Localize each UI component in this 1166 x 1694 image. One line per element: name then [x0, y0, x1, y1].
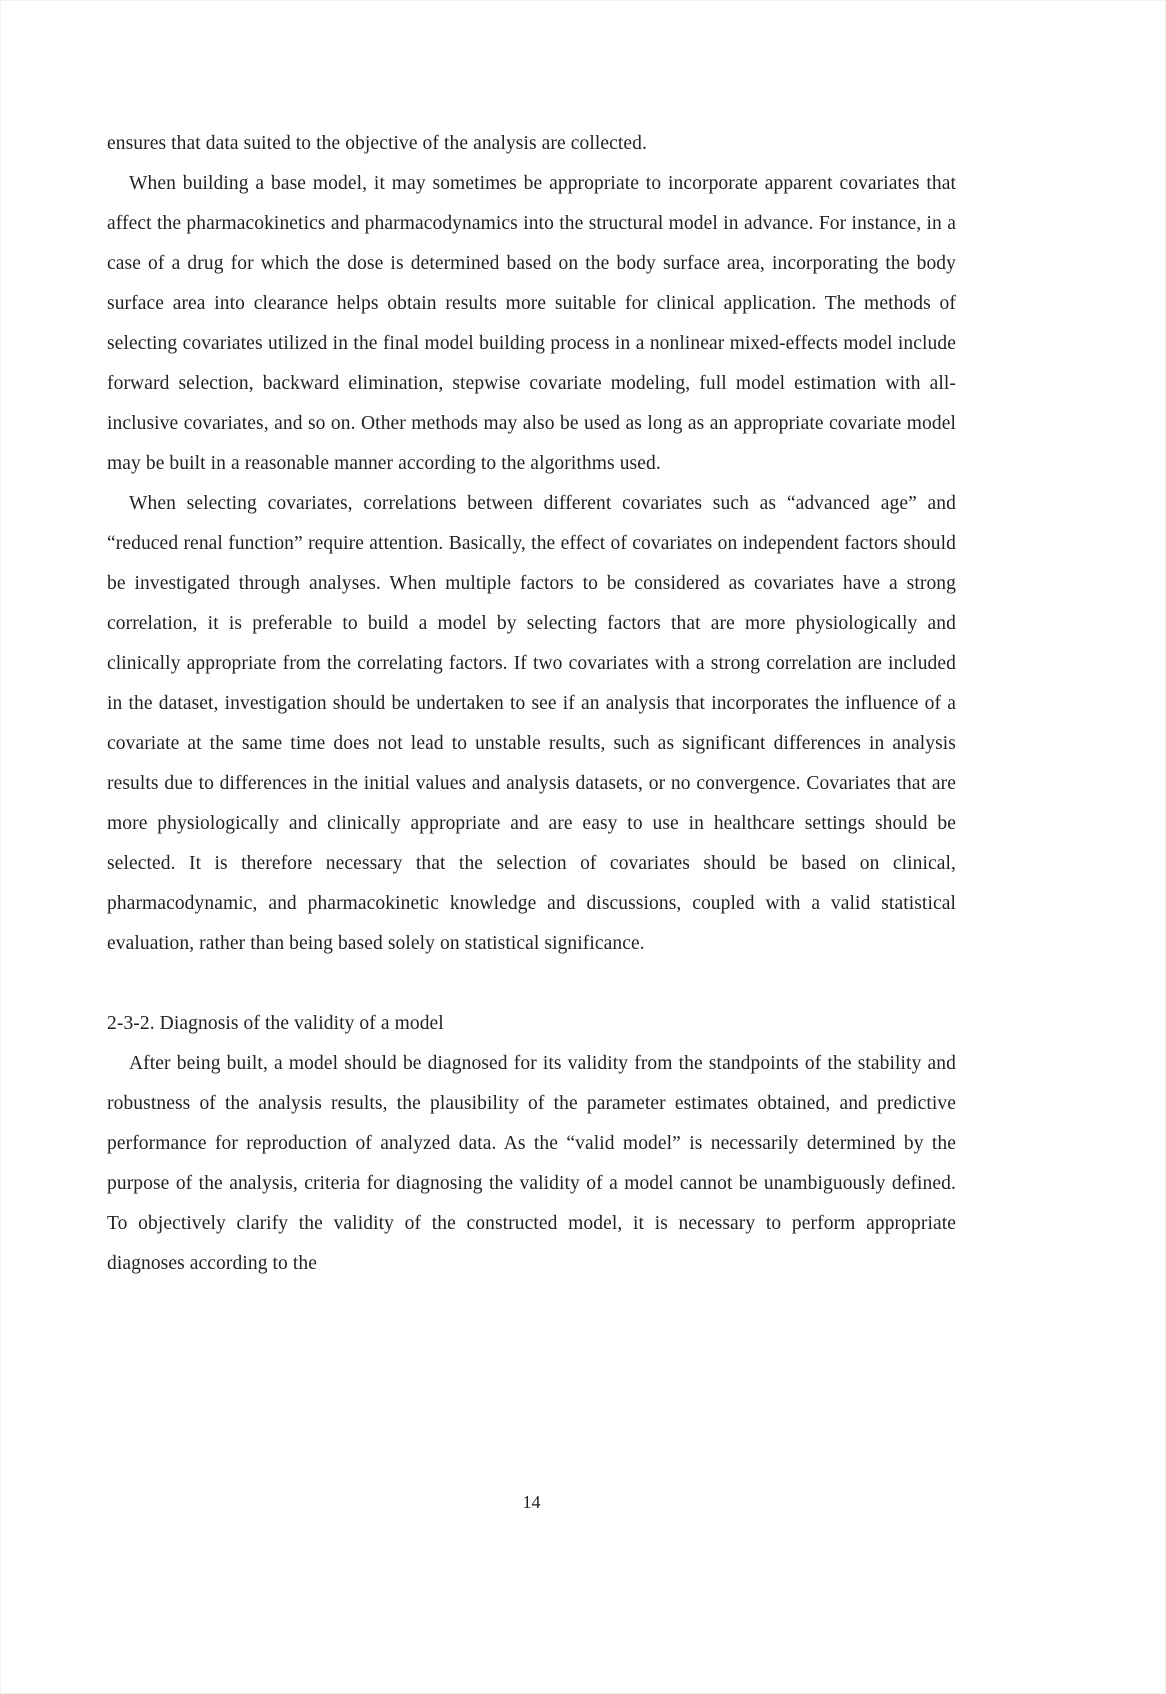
paragraph-continuation: ensures that data suited to the objective of the analysis are collected. — [107, 133, 648, 154]
page-number: 14 — [522, 1492, 541, 1512]
paragraph-model-diagnosis: After being built, a model should be diagnosed for its validity from the standpoints of the stability and robustness of the analysis results, the plausibility of the parameter estimates obtained, and predictive performance for reproduction of analyzed data. As the “valid model” is necessarily determined by the purpose of the analysis, criteria for diagnosing the validity of a model cannot be unambiguously defined. To objectively clarify the validity of the constructed model, it is necessary to perform appropriate diagnoses according to the — [107, 1053, 956, 1274]
section-heading: 2-3-2. Diagnosis of the validity of a model — [107, 1013, 444, 1034]
paragraph-selecting-covariates: When selecting covariates, correlations between different covariates such as “advanced age” and “reduced renal function” require attention. Basically, the effect of covariates on independent factors should be investigated through analyses. When multiple factors to be considered as covariates have a strong correlation, it is preferable to build a model by selecting factors that are more physiologically and clinically appropriate from the correlating factors. If two covariates with a strong correlation are included in the dataset, investigation should be undertaken to see if an analysis that incorporates the influence of a covariate at the same time does not lead to unstable results, such as significant differences in analysis results due to differences in the initial values and analysis datasets, or no convergence. Covariates that are more physiologically and clinically appropriate and are easy to use in healthcare settings should be selected. It is therefore necessary that the selection of covariates should be based on clinical, pharmacodynamic, and pharmacokinetic knowledge and discussions, coupled with a valid statistical evaluation, rather than being based solely on statistical significance. — [107, 493, 956, 954]
body-text — [107, 124, 956, 1284]
paragraph-base-model: When building a base model, it may sometimes be appropriate to incorporate apparent covariates that affect the pharmacokinetics and pharmacodynamics into the structural model in advance. For instance, in a case of a drug for which the dose is determined based on the body surface area, incorporating the body surface area into clearance helps obtain results more suitable for clinical application. The methods of selecting covariates utilized in the final model building process in a nonlinear mixed-effects model include forward selection, backward elimination, stepwise covariate modeling, full model estimation with all-inclusive covariates, and so on. Other methods may also be used as long as an appropriate covariate model may be built in a reasonable manner according to the algorithms used. — [107, 173, 956, 474]
